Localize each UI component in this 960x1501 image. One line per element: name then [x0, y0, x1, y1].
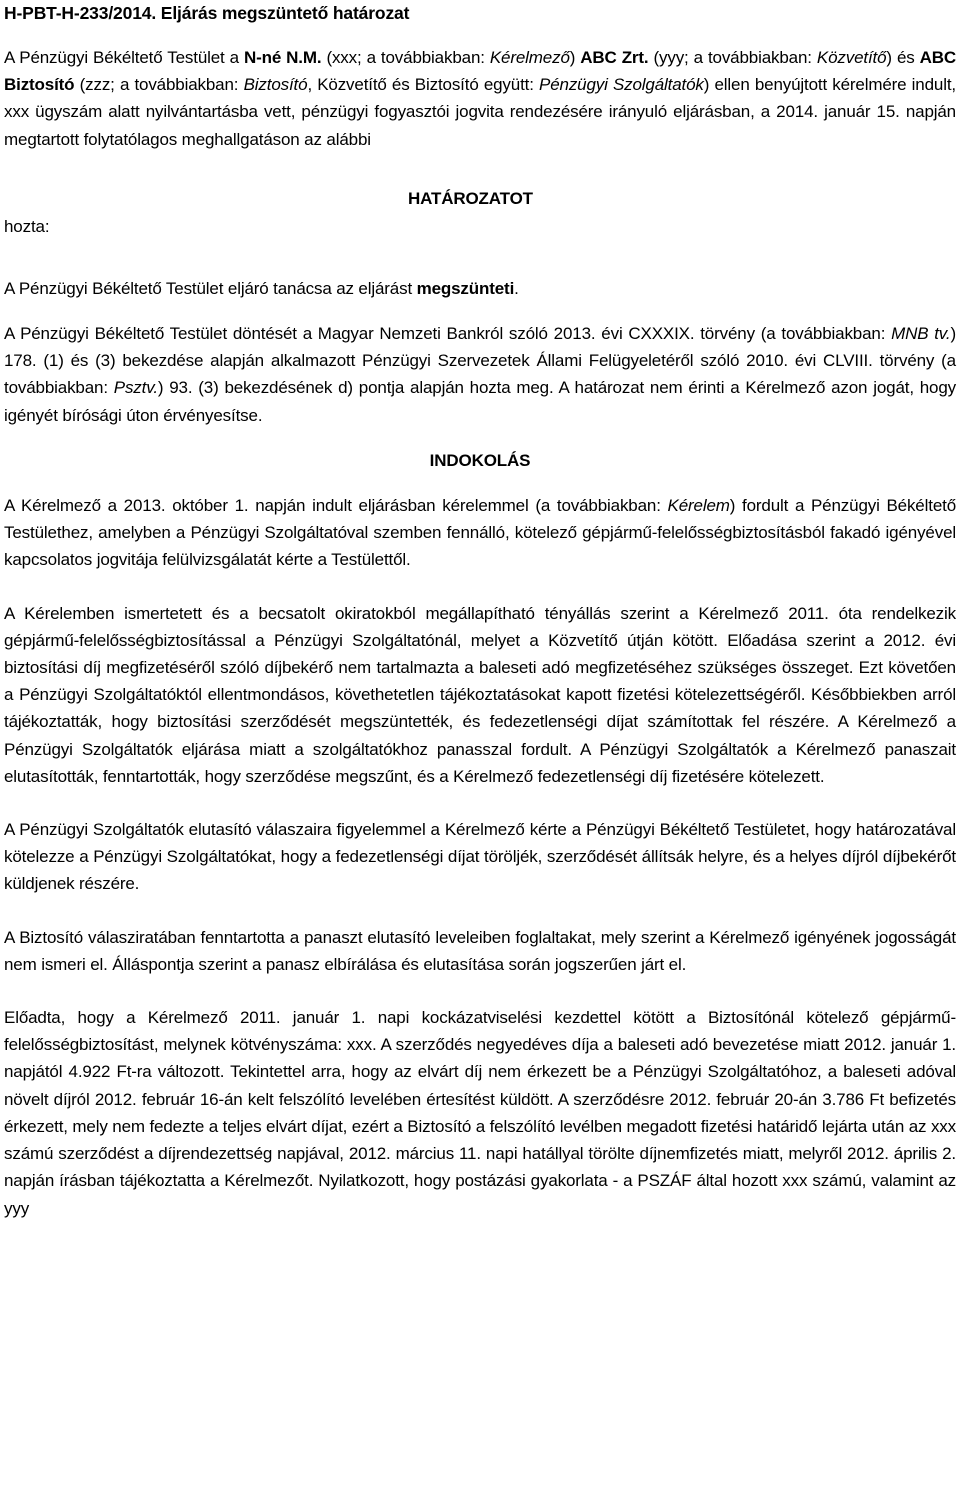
- para1-text: A Kérelmező a 2013. október 1. napján indult eljárásban kérelemmel (a továbbiakban:: [4, 496, 668, 516]
- intro-text: (xxx; a továbbiakban:: [321, 48, 490, 67]
- reasoning-paragraph-5: Előadta, hogy a Kérelmező 2011. január 1. napi kockázatviselési kezdettel kötött a Biztosítónál kötelező gépjármű-felelősségbiztosítást, melynek kötvényszáma: xxx. A szerződés negyedéves díja a baleseti adó bevezetése miatt 2012. január 1. napjától 4.922 Ft-ra változott. Tekintettel arra, hogy az elvárt díj nem érkezett be a Pénzügyi Szolgáltatóhoz, a baleseti adóval növelt díjról 2012. február 16-án kelt felszólító levelében értesítést küldött. A szerződésre 2012. február 20-án 3.786 Ft befizetés érkezett, mely nem fedezte a teljes elvárt díjat, ezért a Biztosító a felszólító levélben megadott fizetési határidő lejárta után az xxx számú szerződést a díjrendezettség napjával, 2012. március 11. napi hatállyal törölte díjnemfizetés miatt, melyről 2012. április 2. napján írásban tájékoztatta a Kérelmezőt. Nyilatkozott, hogy postázási gyakorlata - a PSZÁF által hozott xxx számú, valamint az yyy: [4, 1008, 956, 1218]
- para1-text: ) fordult a Pénzügyi Békéltető Testülethez, amelyben a Pénzügyi Szolgáltatóval szemben fennálló, kötelező gépjármű-felelősségbiztosításból fakadó igényével kapcsolatos jogvitája felülvizsgálatát kérte a Testülettől.: [4, 496, 956, 570]
- reasoning-heading: INDOKOLÁS: [429, 450, 531, 470]
- intro-text: , Közvetítő és Biztosító együtt:: [307, 75, 540, 95]
- intro-text: ) ellen benyújtott kérelmére indult, xxx ügyszám alatt nyilvántartásba vett, pénzügyi fogyasztói jogvita rendezésére irányuló eljárásban, a 2014. január 15. napján megtartott folytatólagos meghallgatáson az alábbi: [4, 75, 956, 149]
- intermediary-name: ABC Zrt.: [580, 48, 649, 67]
- basis-text: ) 93. (3) bekezdésének d) pontja alapján hozta meg. A határozat nem érinti a Kérelmező azon jogát, hogy igényét bírósági úton érvényesítse.: [4, 378, 957, 425]
- intro-text: (yyy; a továbbiakban:: [648, 48, 817, 67]
- applicant-name: N-né N.M.: [243, 48, 322, 67]
- psztv-term: Psztv.: [113, 378, 158, 398]
- basis-text: ) 178. (1) és (3) bekezdése alapján alkalmazott Pénzügyi Szervezetek Állami Felügyeletéről szóló 2010. évi CLVIII. törvény (a továbbiakban:: [4, 324, 956, 398]
- legal-basis-paragraph: [4, 320, 956, 429]
- decision-keyword: megszünteti: [416, 278, 515, 298]
- insurer-name: ABC Biztosító: [4, 48, 956, 95]
- intermediary-term: Közvetítő: [816, 48, 887, 67]
- reasoning-paragraph-4: A Biztosító válasziratában fenntartotta a panaszt elutasító leveleiben foglaltakat, mely szerint a Kérelmező igényének jogosságát nem ismeri el. Álláspontja szerint a panasz elbírálása és elutasítása során jogszerűen járt el.: [4, 927, 956, 974]
- applicant-term: Kérelmező: [489, 48, 570, 67]
- insurer-term: Biztosító: [243, 75, 308, 95]
- intro-text: ) és: [886, 48, 920, 67]
- decision-text: A Pénzügyi Békéltető Testület eljáró tanácsa az eljárást: [4, 278, 417, 298]
- request-term: Kérelem: [667, 496, 730, 516]
- document-title: H-PBT-H-233/2014. Eljárás megszüntető határozat: [4, 3, 410, 23]
- decision-paragraph: [4, 275, 956, 302]
- mnb-act-term: MNB tv.: [891, 324, 951, 344]
- intro-text: (zzz; a továbbiakban:: [74, 75, 244, 95]
- resolution-heading: HATÁROZATOT: [408, 188, 533, 208]
- reasoning-paragraph-2: A Kérelemben ismertetett és a becsatolt okiratokból megállapítható tényállás szerint a Kérelmező 2011. óta rendelkezik gépjármű-felelősségbiztosítással a Pénzügyi Szolgáltatónál, melyet a Közvetítő útján kötött. Előadása szerint a 2012. évi biztosítási díj megfizetéséről szóló díjbekérő nem tartalmazta a baleseti adó megfizetéséhez szükséges összeget. Ezt követően a Pénzügyi Szolgáltatóktól ellentmondásos, követhetetlen tájékoztatásokat kapott fizetési kötelezettségéről. Későbbiekben arról tájékoztatták, hogy biztosítási szerződését megszüntették, és fedezetlenségi díjat számítottak fel részére. A Kérelmező a Pénzügyi Szolgáltatók eljárása miatt a szolgáltatókhoz panasszal fordult. A Pénzügyi Szolgáltatók a Kérelmező panaszait elutasították, fenntartották, hogy szerződése megszűnt, és a Kérelmező fedezetlenségi díj fizetésére kötelezett.: [4, 603, 956, 786]
- reasoning-paragraph-3: A Pénzügyi Szolgáltatók elutasító válaszaira figyelemmel a Kérelmező kérte a Pénzügyi Békéltető Testületet, hogy határozatával kötelezze a Pénzügyi Szolgáltatókat, hogy a fedezetlenségi díjat töröljék, szerződését állítsák helyre, és a helyes díjról díjbekérőt küldjenek részére.: [4, 820, 956, 894]
- reasoning-paragraph-1: [4, 492, 956, 574]
- basis-text: A Pénzügyi Békéltető Testület döntését a Magyar Nemzeti Bankról szóló 2013. évi CXXXIX. törvény (a továbbiakban:: [4, 324, 892, 344]
- intro-text: A Pénzügyi Békéltető Testület a: [4, 48, 244, 67]
- intro-paragraph: [4, 44, 956, 153]
- hozta-label: hozta:: [4, 216, 50, 236]
- resolution-heading-row: [4, 185, 956, 275]
- intro-text: ): [569, 48, 581, 67]
- providers-term: Pénzügyi Szolgáltatók: [539, 75, 704, 95]
- decision-text: .: [514, 278, 519, 298]
